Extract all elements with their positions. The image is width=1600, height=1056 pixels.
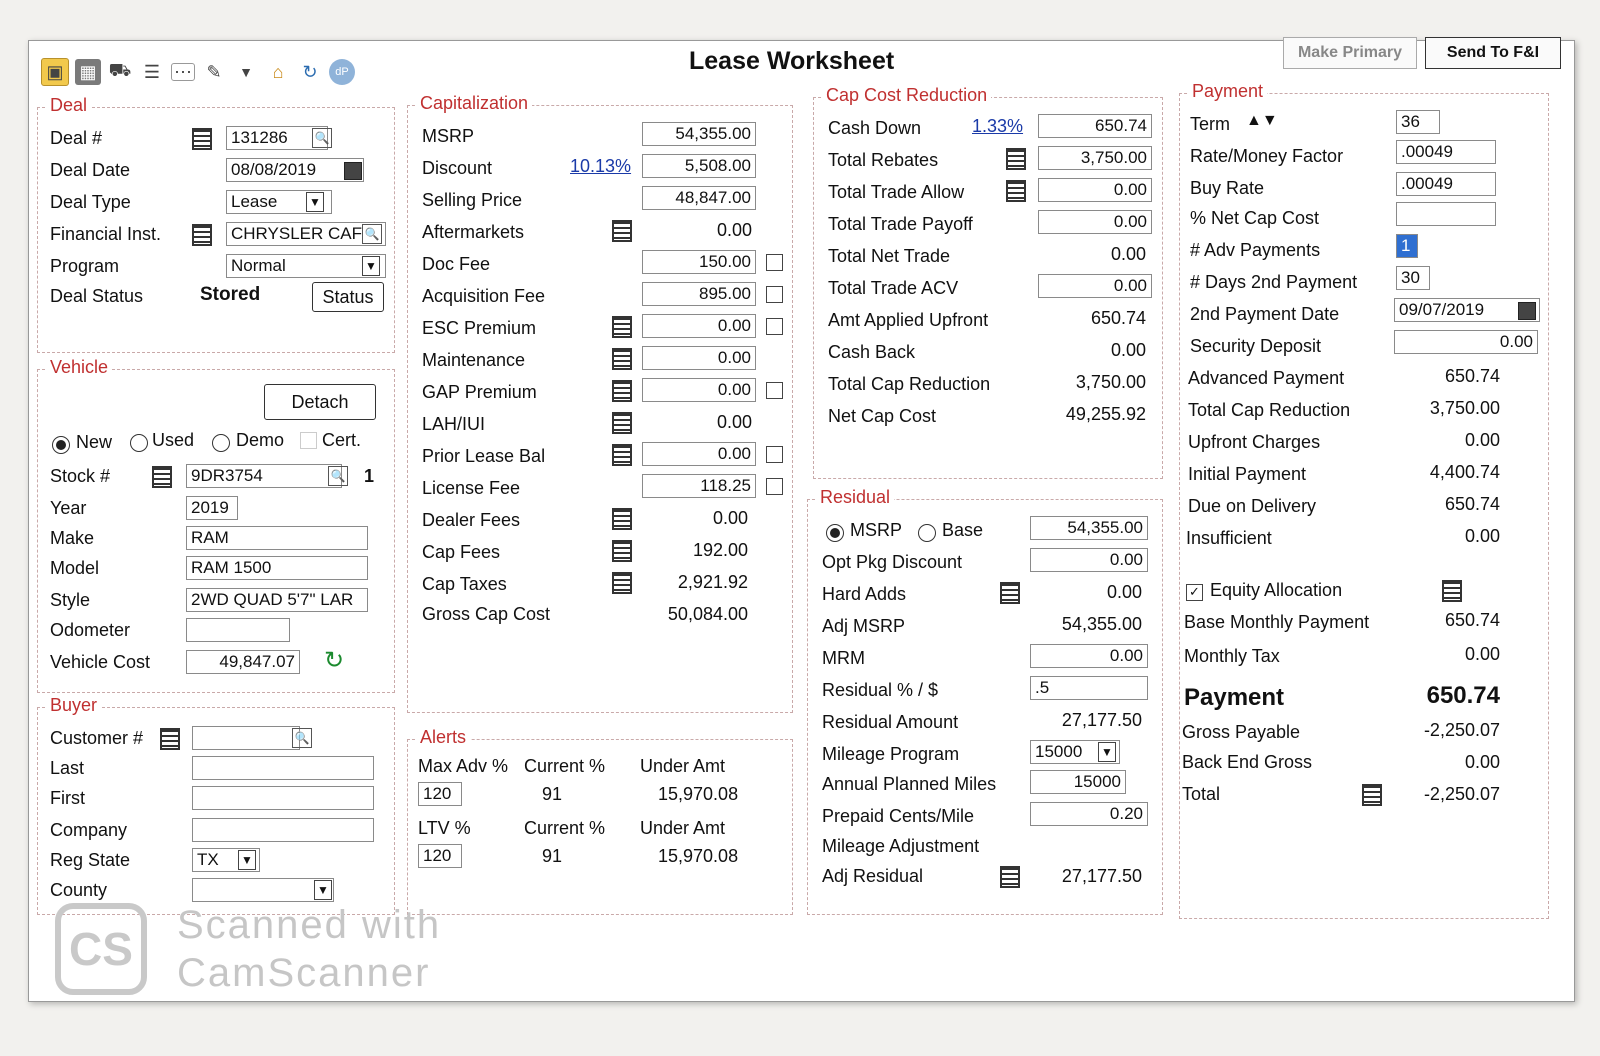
- mrm-label: MRM: [822, 648, 865, 668]
- last-name-label: Last: [50, 758, 85, 778]
- adj-residual-label: Adj Residual: [822, 866, 924, 886]
- maintenance-menu-icon[interactable]: [612, 348, 632, 370]
- mrm-input[interactable]: 0.00: [1030, 644, 1148, 668]
- total-label: Total: [1182, 784, 1221, 804]
- residual-group: [807, 487, 1163, 915]
- document-icon[interactable]: ▦: [75, 59, 101, 85]
- adj-residual-menu-icon[interactable]: [1000, 866, 1020, 888]
- page-title: Lease Worksheet: [689, 47, 895, 75]
- total-cap-reduction-value: 3,750.00: [1075, 372, 1146, 392]
- max-adv-header: Max Adv %: [418, 756, 509, 776]
- ccr-legend: Cap Cost Reduction: [822, 85, 991, 106]
- security-deposit-input[interactable]: 0.00: [1394, 330, 1538, 354]
- style-label: Style: [50, 590, 91, 610]
- lah-menu-icon[interactable]: [612, 412, 632, 434]
- cap-taxes-menu-icon[interactable]: [612, 572, 632, 594]
- stock-menu-icon[interactable]: [152, 466, 172, 488]
- calendar-icon[interactable]: [344, 162, 362, 180]
- refresh-icon[interactable]: ↻: [302, 61, 318, 82]
- total-cap-reduction-label: Total Cap Reduction: [828, 374, 991, 394]
- refresh-icon[interactable]: ↻: [324, 647, 345, 674]
- customer-menu-icon[interactable]: [160, 728, 180, 750]
- rate-label: Rate/Money Factor: [1190, 146, 1344, 166]
- total-rebates-input[interactable]: 3,750.00: [1038, 146, 1152, 170]
- payment-group: [1179, 81, 1549, 919]
- payment-total-cap-reduction-label: Total Cap Reduction: [1188, 400, 1351, 420]
- first-name-input[interactable]: [192, 786, 374, 810]
- payment-label: Payment: [1184, 684, 1285, 711]
- dp-icon[interactable]: dP: [329, 59, 355, 85]
- gap-premium-checkbox[interactable]: [766, 382, 783, 399]
- cap-taxes-value: 2,921.92: [677, 572, 748, 592]
- equity-allocation-menu-icon[interactable]: [1442, 580, 1462, 602]
- esc-premium-input[interactable]: 0.00: [642, 314, 756, 338]
- adj-msrp-label: Adj MSRP: [822, 616, 906, 636]
- odometer-input[interactable]: [186, 618, 290, 642]
- prepaid-cents-input[interactable]: 0.20: [1030, 802, 1148, 826]
- financial-inst-label: Financial Inst.: [50, 224, 162, 244]
- deal-number-label: Deal #: [50, 128, 103, 148]
- gap-premium-label: GAP Premium: [422, 382, 537, 402]
- vehicle-new-radio[interactable]: [52, 436, 70, 454]
- gross-cap-cost-value: 50,084.00: [667, 604, 748, 624]
- license-fee-input[interactable]: 118.25: [642, 474, 756, 498]
- maintenance-input[interactable]: 0.00: [642, 346, 756, 370]
- net-cap-pct-label: % Net Cap Cost: [1190, 208, 1320, 228]
- vehicle-demo-label: Demo: [236, 430, 285, 450]
- company-input[interactable]: [192, 818, 374, 842]
- dealer-fees-value: 0.00: [712, 508, 748, 528]
- calendar-icon[interactable]: [1518, 302, 1536, 320]
- payment-legend: Payment: [1188, 81, 1267, 102]
- lah-iui-value: 0.00: [716, 412, 752, 432]
- residual-base-input[interactable]: 54,355.00: [1030, 516, 1148, 540]
- total-rebates-label: Total Rebates: [828, 150, 939, 170]
- chevron-down-icon[interactable]: ▼: [306, 192, 324, 212]
- keyboard-icon[interactable]: ⋯: [171, 63, 195, 81]
- prepaid-cents-label: Prepaid Cents/Mile: [822, 806, 975, 826]
- total-menu-icon[interactable]: [1362, 784, 1382, 806]
- residual-pct-label: Residual % / $: [822, 680, 939, 700]
- cash-back-label: Cash Back: [828, 342, 916, 362]
- model-label: Model: [50, 558, 100, 578]
- deal-type-label: Deal Type: [50, 192, 131, 212]
- monthly-tax-label: Monthly Tax: [1184, 646, 1280, 666]
- license-fee-label: License Fee: [422, 478, 521, 498]
- vehicle-new-label: New: [76, 432, 113, 452]
- deal-status-value: Stored: [200, 284, 261, 305]
- prior-lease-menu-icon[interactable]: [612, 444, 632, 466]
- financial-inst-input[interactable]: CHRYSLER CAF: [226, 222, 386, 246]
- trade-payoff-input[interactable]: 0.00: [1038, 210, 1152, 234]
- chevron-down-icon[interactable]: ▼: [238, 850, 256, 870]
- mileage-program-label: Mileage Program: [822, 744, 960, 764]
- prior-lease-label: Prior Lease Bal: [422, 446, 546, 466]
- license-fee-checkbox[interactable]: [766, 478, 783, 495]
- doc-fee-input[interactable]: 150.00: [642, 250, 756, 274]
- make-primary-button[interactable]: Make Primary: [1283, 37, 1417, 69]
- vehicle-demo-radio[interactable]: [212, 434, 230, 452]
- vehicle-used-radio[interactable]: [130, 434, 148, 452]
- customer-search-icon[interactable]: 🔍: [292, 728, 312, 748]
- 2nd-payment-date-label: 2nd Payment Date: [1190, 304, 1340, 324]
- base-monthly-payment-label: Base Monthly Payment: [1184, 612, 1370, 632]
- gross-payable-label: Gross Payable: [1182, 722, 1301, 742]
- aftermarkets-value: 0.00: [716, 220, 752, 240]
- hard-adds-menu-icon[interactable]: [1000, 582, 1020, 604]
- vehicle-legend: Vehicle: [46, 357, 112, 378]
- customer-input[interactable]: [192, 726, 300, 750]
- max-adv-current: 91: [542, 784, 563, 804]
- days-2nd-payment-label: # Days 2nd Payment: [1190, 272, 1358, 292]
- insufficient-value: 0.00: [1464, 526, 1500, 546]
- acquisition-fee-label: Acquisition Fee: [422, 286, 546, 306]
- prior-lease-checkbox[interactable]: [766, 446, 783, 463]
- cap-cost-reduction-group: [813, 85, 1163, 479]
- hard-adds-label: Hard Adds: [822, 584, 907, 604]
- deal-legend: Deal: [46, 95, 91, 116]
- stock-search-icon[interactable]: 🔍: [328, 466, 348, 486]
- trade-allow-menu-icon[interactable]: [1006, 180, 1026, 202]
- last-name-input[interactable]: [192, 756, 374, 780]
- watermark-line1: Scanned with: [177, 903, 442, 947]
- payment-total-cap-reduction-value: 3,750.00: [1429, 398, 1500, 418]
- term-label: Term: [1190, 114, 1230, 134]
- residual-base-label: Base: [942, 520, 984, 540]
- base-monthly-payment-value: 650.74: [1444, 610, 1500, 630]
- days-2nd-payment-input[interactable]: 30: [1396, 266, 1430, 290]
- chevron-down-icon[interactable]: ▼: [362, 256, 380, 276]
- style-input[interactable]: 2WD QUAD 5'7" LAR: [186, 588, 368, 612]
- selling-price-input[interactable]: 48,847.00: [642, 186, 756, 210]
- cash-back-value: 0.00: [1110, 340, 1146, 360]
- year-label: Year: [50, 498, 87, 518]
- monthly-tax-value: 0.00: [1464, 644, 1500, 664]
- gap-premium-input[interactable]: 0.00: [642, 378, 756, 402]
- financial-inst-search-icon[interactable]: 🔍: [362, 224, 382, 244]
- model-input[interactable]: RAM 1500: [186, 556, 368, 580]
- discount-percent-link[interactable]: 10.13%: [570, 156, 632, 176]
- cap-fees-value: 192.00: [692, 540, 748, 560]
- rebates-menu-icon[interactable]: [1006, 148, 1026, 170]
- aftermarkets-label: Aftermarkets: [422, 222, 525, 242]
- status-button[interactable]: Status: [312, 282, 384, 312]
- deal-menu-icon[interactable]: [192, 128, 212, 150]
- under-amt-header: Under Amt: [640, 756, 726, 776]
- dealer-fees-menu-icon[interactable]: [612, 508, 632, 530]
- initial-payment-value: 4,400.74: [1429, 462, 1500, 482]
- vehicle-used-label: Used: [152, 430, 195, 450]
- residual-msrp-label: MSRP: [850, 520, 903, 540]
- net-cap-pct-input[interactable]: [1396, 202, 1496, 226]
- capitalization-legend: Capitalization: [416, 93, 532, 114]
- acquisition-fee-checkbox[interactable]: [766, 286, 783, 303]
- program-select[interactable]: Normal: [226, 254, 386, 278]
- aftermarkets-menu-icon[interactable]: [612, 220, 632, 242]
- mileage-adjustment-label: Mileage Adjustment: [822, 836, 980, 856]
- lah-iui-label: LAH/IUI: [422, 414, 486, 434]
- advanced-payment-value: 650.74: [1444, 366, 1500, 386]
- deal-number-input[interactable]: 131286: [226, 126, 328, 150]
- cash-down-label: Cash Down: [828, 118, 922, 138]
- upfront-charges-label: Upfront Charges: [1188, 432, 1321, 452]
- equity-allocation-label: Equity Allocation: [1210, 580, 1343, 600]
- cap-fees-label: Cap Fees: [422, 542, 501, 562]
- payment-value: 650.74: [1426, 682, 1500, 709]
- gross-cap-cost-label: Gross Cap Cost: [422, 604, 551, 624]
- pen-icon[interactable]: ✎: [206, 61, 222, 82]
- insufficient-label: Insufficient: [1186, 528, 1272, 548]
- ltv-input[interactable]: 120: [418, 844, 462, 868]
- initial-payment-label: Initial Payment: [1188, 464, 1307, 484]
- due-on-delivery-label: Due on Delivery: [1188, 496, 1317, 516]
- msrp-input[interactable]: 54,355.00: [642, 122, 756, 146]
- cash-down-input[interactable]: 650.74: [1038, 114, 1152, 138]
- ltv-header: LTV %: [418, 818, 471, 838]
- make-label: Make: [50, 528, 95, 548]
- due-on-delivery-value: 650.74: [1444, 494, 1500, 514]
- buyer-legend: Buyer: [46, 695, 101, 716]
- deal-date-label: Deal Date: [50, 160, 131, 180]
- alerts-legend: Alerts: [416, 727, 470, 748]
- net-trade-value: 0.00: [1110, 244, 1146, 264]
- opt-pkg-input[interactable]: 0.00: [1030, 548, 1148, 572]
- max-adv-input[interactable]: 120: [418, 782, 462, 806]
- max-adv-under: 15,970.08: [658, 784, 739, 804]
- esc-premium-checkbox[interactable]: [766, 318, 783, 335]
- vehicle-cost-input[interactable]: 49,847.07: [186, 650, 300, 674]
- financial-inst-menu-icon[interactable]: [192, 224, 212, 246]
- buy-rate-label: Buy Rate: [1190, 178, 1265, 198]
- adv-payments-input[interactable]: 1: [1396, 234, 1418, 258]
- residual-base-radio[interactable]: [918, 524, 936, 542]
- stock-count: 1: [364, 466, 375, 486]
- prior-lease-input[interactable]: 0.00: [642, 442, 756, 466]
- send-to-fi-button[interactable]: Send To F&I: [1425, 37, 1561, 69]
- maintenance-label: Maintenance: [422, 350, 526, 370]
- year-input[interactable]: 2019: [186, 496, 238, 520]
- current-pct-header: Current %: [524, 756, 606, 776]
- back-end-gross-label: Back End Gross: [1182, 752, 1313, 772]
- deal-date-input[interactable]: 08/08/2019: [226, 158, 364, 182]
- dropdown-arrow-icon[interactable]: ▼: [239, 64, 253, 80]
- gap-menu-icon[interactable]: [612, 380, 632, 402]
- trade-payoff-label: Total Trade Payoff: [828, 214, 973, 234]
- capitalization-group: [407, 93, 793, 713]
- back-end-gross-value: 0.00: [1464, 752, 1500, 772]
- county-select[interactable]: [192, 878, 334, 902]
- adv-payments-label: # Adv Payments: [1190, 240, 1321, 260]
- deal-type-select[interactable]: Lease: [226, 190, 332, 214]
- ltv-current-header: Current %: [524, 818, 606, 838]
- ltv-under: 15,970.08: [658, 846, 739, 866]
- vehicle-group: [37, 357, 395, 693]
- car-icon[interactable]: ⛟: [108, 60, 132, 80]
- hard-adds-value: 0.00: [1106, 582, 1142, 602]
- watermark-line2: CamScanner: [177, 951, 431, 995]
- trade-acv-input[interactable]: 0.00: [1038, 274, 1152, 298]
- cert-checkbox[interactable]: [300, 432, 317, 449]
- mileage-program-select[interactable]: 15000: [1030, 740, 1120, 764]
- net-cap-cost-value: 49,255.92: [1065, 404, 1146, 424]
- home-icon[interactable]: ⌂: [272, 61, 284, 82]
- equity-allocation-checkbox[interactable]: ✓: [1186, 584, 1203, 601]
- adj-residual-value: 27,177.50: [1061, 866, 1142, 886]
- county-label: County: [50, 880, 108, 900]
- esc-menu-icon[interactable]: [612, 316, 632, 338]
- folder-icon[interactable]: ▣: [41, 58, 69, 86]
- odometer-label: Odometer: [50, 620, 131, 640]
- net-cap-cost-label: Net Cap Cost: [828, 406, 937, 426]
- stock-label: Stock #: [50, 466, 111, 486]
- deal-search-icon[interactable]: 🔍: [312, 128, 332, 148]
- customer-label: Customer #: [50, 728, 144, 748]
- chevron-down-icon[interactable]: ▼: [314, 880, 332, 900]
- trade-acv-label: Total Trade ACV: [828, 278, 959, 298]
- ltv-under-header: Under Amt: [640, 818, 726, 838]
- annual-miles-input[interactable]: 15000: [1030, 770, 1126, 794]
- acquisition-fee-input[interactable]: 895.00: [642, 282, 756, 306]
- deal-status-label: Deal Status: [50, 286, 144, 306]
- annual-miles-label: Annual Planned Miles: [822, 774, 997, 794]
- total-value: -2,250.07: [1423, 784, 1500, 804]
- trade-allow-input[interactable]: 0.00: [1038, 178, 1152, 202]
- cap-fees-menu-icon[interactable]: [612, 540, 632, 562]
- residual-pct-input[interactable]: .5: [1030, 676, 1148, 700]
- cap-taxes-label: Cap Taxes: [422, 574, 507, 594]
- gross-payable-value: -2,250.07: [1423, 720, 1500, 740]
- ltv-current: 91: [542, 846, 563, 866]
- alerts-group: [407, 727, 793, 915]
- adj-msrp-value: 54,355.00: [1061, 614, 1142, 634]
- buy-rate-input[interactable]: .00049: [1396, 172, 1496, 196]
- reg-state-select[interactable]: TX: [192, 848, 260, 872]
- program-label: Program: [50, 256, 120, 276]
- upfront-charges-value: 0.00: [1464, 430, 1500, 450]
- chevron-down-icon[interactable]: ▼: [1098, 742, 1116, 762]
- first-name-label: First: [50, 788, 85, 808]
- cash-down-percent-link[interactable]: 1.33%: [972, 116, 1024, 136]
- esc-premium-label: ESC Premium: [422, 318, 537, 338]
- vehicle-cost-label: Vehicle Cost: [50, 652, 151, 672]
- residual-amount-value: 27,177.50: [1061, 710, 1142, 730]
- advanced-payment-label: Advanced Payment: [1188, 368, 1345, 388]
- rate-input[interactable]: .00049: [1396, 140, 1496, 164]
- doc-fee-label: Doc Fee: [422, 254, 491, 274]
- 2nd-payment-date-input[interactable]: 09/07/2019: [1394, 298, 1540, 322]
- trade-allow-label: Total Trade Allow: [828, 182, 965, 202]
- msrp-label: MSRP: [422, 126, 475, 146]
- discount-label: Discount: [422, 158, 493, 178]
- company-label: Company: [50, 820, 128, 840]
- discount-input[interactable]: 5,508.00: [642, 154, 756, 178]
- toolbar: [41, 55, 355, 89]
- term-input[interactable]: 36: [1396, 110, 1440, 134]
- sort-arrows-icon[interactable]: ▲▼: [1246, 112, 1278, 129]
- detach-button[interactable]: Detach: [264, 384, 376, 420]
- deal-group: [37, 95, 395, 353]
- residual-msrp-radio[interactable]: [826, 524, 844, 542]
- residual-amount-label: Residual Amount: [822, 712, 959, 732]
- stock-input[interactable]: 9DR3754: [186, 464, 342, 488]
- opt-pkg-label: Opt Pkg Discount: [822, 552, 963, 572]
- cert-label: Cert.: [322, 430, 362, 450]
- applied-upfront-label: Amt Applied Upfront: [828, 310, 989, 330]
- reg-state-label: Reg State: [50, 850, 131, 870]
- selling-price-label: Selling Price: [422, 190, 523, 210]
- dealer-fees-label: Dealer Fees: [422, 510, 521, 530]
- list-icon[interactable]: ☰: [143, 61, 161, 82]
- camscanner-logo-icon: CS: [55, 903, 147, 995]
- doc-fee-checkbox[interactable]: [766, 254, 783, 271]
- residual-legend: Residual: [816, 487, 894, 508]
- net-trade-label: Total Net Trade: [828, 246, 951, 266]
- security-deposit-label: Security Deposit: [1190, 336, 1322, 356]
- buyer-group: [37, 695, 395, 915]
- make-input[interactable]: RAM: [186, 526, 368, 550]
- applied-upfront-value: 650.74: [1090, 308, 1146, 328]
- lease-worksheet-window: [28, 40, 1575, 1002]
